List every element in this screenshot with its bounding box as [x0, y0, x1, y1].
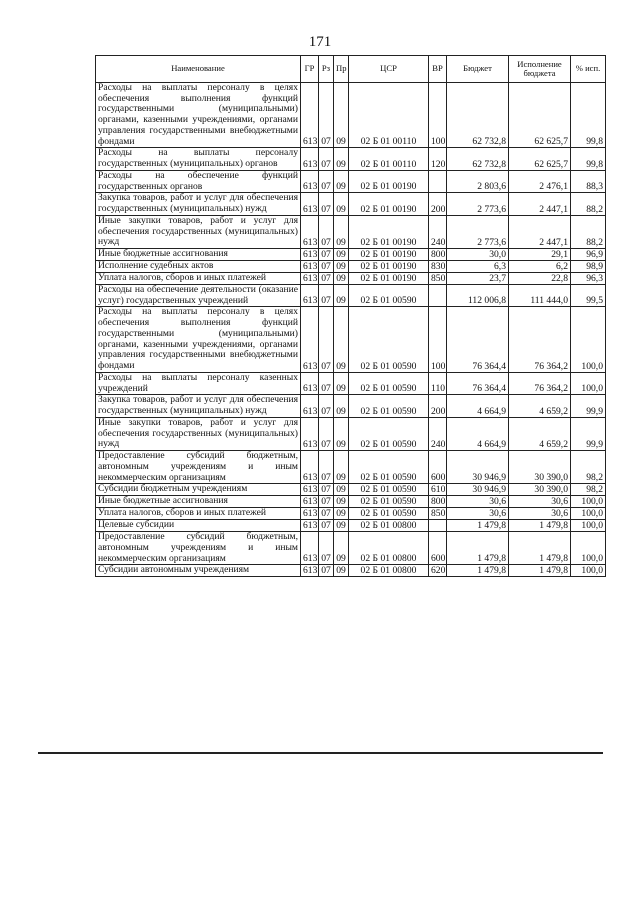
row-execution-cell: 1 479,8	[509, 532, 571, 565]
row-budget-cell: 76 364,4	[447, 307, 509, 372]
row-vr-cell: 110	[429, 372, 447, 394]
row-execution-cell: 62 625,7	[509, 148, 571, 170]
row-percent-cell: 96,3	[571, 273, 606, 285]
row-vr-cell: 200	[429, 193, 447, 215]
row-budget-cell: 30 946,9	[447, 484, 509, 496]
row-name-cell: Иные бюджетные ассигнования	[96, 496, 301, 508]
row-vr-cell: 600	[429, 451, 447, 484]
row-execution-cell: 2 447,1	[509, 215, 571, 248]
header-name: Наименование	[96, 56, 301, 83]
header-pr: Пр	[334, 56, 349, 83]
row-percent-cell: 100,0	[571, 565, 606, 577]
row-execution-cell: 76 364,2	[509, 372, 571, 394]
row-pr-cell: 09	[334, 193, 349, 215]
row-pr-cell: 09	[334, 273, 349, 285]
row-gr-cell: 613	[301, 508, 319, 520]
row-name-cell: Исполнение судебных актов	[96, 261, 301, 273]
row-gr-cell: 613	[301, 261, 319, 273]
row-execution-cell: 2 476,1	[509, 170, 571, 192]
row-gr-cell: 613	[301, 215, 319, 248]
row-execution-cell: 62 625,7	[509, 83, 571, 148]
row-rz-cell: 07	[319, 273, 334, 285]
row-percent-cell: 99,8	[571, 148, 606, 170]
row-vr-cell: 800	[429, 496, 447, 508]
row-execution-cell: 111 444,0	[509, 285, 571, 307]
row-execution-cell: 4 659,2	[509, 395, 571, 417]
row-rz-cell: 07	[319, 508, 334, 520]
row-percent-cell: 100,0	[571, 532, 606, 565]
row-percent-cell: 100,0	[571, 508, 606, 520]
row-execution-cell: 22,8	[509, 273, 571, 285]
table-row	[96, 565, 606, 577]
row-vr-cell: 200	[429, 395, 447, 417]
row-pr-cell: 09	[334, 215, 349, 248]
row-percent-cell: 88,2	[571, 193, 606, 215]
row-budget-cell: 6,3	[447, 261, 509, 273]
row-vr-cell: 800	[429, 249, 447, 261]
row-gr-cell: 613	[301, 484, 319, 496]
row-name-cell: Иные бюджетные ассигнования	[96, 249, 301, 261]
row-rz-cell: 07	[319, 451, 334, 484]
row-percent-cell: 88,3	[571, 170, 606, 192]
row-execution-cell: 30 390,0	[509, 484, 571, 496]
table-row	[96, 496, 606, 508]
row-vr-cell	[429, 170, 447, 192]
row-rz-cell: 07	[319, 496, 334, 508]
row-gr-cell: 613	[301, 170, 319, 192]
row-vr-cell: 120	[429, 148, 447, 170]
row-pr-cell: 09	[334, 395, 349, 417]
row-csr-cell: 02 Б 01 00110	[349, 148, 429, 170]
row-csr-cell: 02 Б 01 00590	[349, 417, 429, 450]
row-budget-cell: 1 479,8	[447, 565, 509, 577]
row-gr-cell: 613	[301, 249, 319, 261]
row-name-cell: Предоставление субсидий бюджетным, автономным учреждениям и иным некоммерческим организациям	[96, 451, 301, 484]
row-name-cell: Расходы на выплаты персоналу казенных учреждений	[96, 372, 301, 394]
row-csr-cell: 02 Б 01 00190	[349, 170, 429, 192]
row-name-cell: Закупка товаров, работ и услуг для обеспечения государственных (муниципальных) нужд	[96, 193, 301, 215]
row-pr-cell: 09	[334, 170, 349, 192]
row-csr-cell: 02 Б 01 00590	[349, 372, 429, 394]
row-budget-cell: 2 803,6	[447, 170, 509, 192]
row-gr-cell: 613	[301, 193, 319, 215]
row-csr-cell: 02 Б 01 00590	[349, 451, 429, 484]
row-budget-cell: 62 732,8	[447, 148, 509, 170]
row-vr-cell: 620	[429, 565, 447, 577]
row-csr-cell: 02 Б 01 00190	[349, 193, 429, 215]
header-percent: % исп.	[571, 56, 606, 83]
table-row	[96, 372, 606, 394]
row-vr-cell: 240	[429, 417, 447, 450]
row-vr-cell: 600	[429, 532, 447, 565]
row-name-cell: Закупка товаров, работ и услуг для обеспечения государственных (муниципальных) нужд	[96, 395, 301, 417]
row-pr-cell: 09	[334, 148, 349, 170]
row-name-cell: Расходы на обеспечение функций государственных органов	[96, 170, 301, 192]
row-gr-cell: 613	[301, 565, 319, 577]
row-rz-cell: 07	[319, 520, 334, 532]
row-csr-cell: 02 Б 01 00190	[349, 215, 429, 248]
footer-divider	[38, 752, 603, 754]
row-vr-cell: 240	[429, 215, 447, 248]
table-row	[96, 520, 606, 532]
row-name-cell: Субсидии автономным учреждениям	[96, 565, 301, 577]
row-csr-cell: 02 Б 01 00800	[349, 520, 429, 532]
table-row	[96, 532, 606, 565]
row-gr-cell: 613	[301, 372, 319, 394]
row-csr-cell: 02 Б 01 00800	[349, 565, 429, 577]
row-percent-cell: 100,0	[571, 307, 606, 372]
row-execution-cell: 30,6	[509, 508, 571, 520]
table-row	[96, 193, 606, 215]
row-name-cell: Расходы на обеспечение деятельности (оказание услуг) государственных учреждений	[96, 285, 301, 307]
row-percent-cell: 98,9	[571, 261, 606, 273]
table-body	[96, 83, 606, 577]
row-vr-cell: 610	[429, 484, 447, 496]
row-csr-cell: 02 Б 01 00590	[349, 395, 429, 417]
row-pr-cell: 09	[334, 307, 349, 372]
row-budget-cell: 30,6	[447, 508, 509, 520]
row-csr-cell: 02 Б 01 00110	[349, 83, 429, 148]
row-name-cell: Предоставление субсидий бюджетным, автономным учреждениям и иным некоммерческим организациям	[96, 532, 301, 565]
row-execution-cell: 4 659,2	[509, 417, 571, 450]
row-vr-cell: 850	[429, 508, 447, 520]
header-execution: Исполнение бюджета	[509, 56, 571, 83]
row-percent-cell: 99,9	[571, 395, 606, 417]
row-rz-cell: 07	[319, 148, 334, 170]
row-budget-cell: 76 364,4	[447, 372, 509, 394]
row-gr-cell: 613	[301, 83, 319, 148]
row-rz-cell: 07	[319, 395, 334, 417]
row-vr-cell	[429, 520, 447, 532]
table-row	[96, 508, 606, 520]
table-row	[96, 273, 606, 285]
row-rz-cell: 07	[319, 307, 334, 372]
row-csr-cell: 02 Б 01 00590	[349, 496, 429, 508]
row-gr-cell: 613	[301, 395, 319, 417]
row-vr-cell: 830	[429, 261, 447, 273]
row-percent-cell: 99,9	[571, 417, 606, 450]
row-rz-cell: 07	[319, 83, 334, 148]
row-rz-cell: 07	[319, 372, 334, 394]
row-gr-cell: 613	[301, 307, 319, 372]
row-execution-cell: 1 479,8	[509, 520, 571, 532]
row-name-cell: Уплата налогов, сборов и иных платежей	[96, 508, 301, 520]
row-rz-cell: 07	[319, 193, 334, 215]
row-budget-cell: 4 664,9	[447, 395, 509, 417]
row-pr-cell: 09	[334, 417, 349, 450]
row-pr-cell: 09	[334, 532, 349, 565]
row-vr-cell: 850	[429, 273, 447, 285]
row-csr-cell: 02 Б 01 00590	[349, 285, 429, 307]
row-gr-cell: 613	[301, 532, 319, 565]
row-pr-cell: 09	[334, 508, 349, 520]
table-row	[96, 395, 606, 417]
table-row	[96, 451, 606, 484]
table-row	[96, 249, 606, 261]
row-rz-cell: 07	[319, 215, 334, 248]
budget-table	[95, 55, 606, 577]
table-row	[96, 215, 606, 248]
row-rz-cell: 07	[319, 565, 334, 577]
row-gr-cell: 613	[301, 520, 319, 532]
row-csr-cell: 02 Б 01 00590	[349, 307, 429, 372]
table-row	[96, 83, 606, 148]
row-execution-cell: 76 364,2	[509, 307, 571, 372]
table-row	[96, 170, 606, 192]
row-csr-cell: 02 Б 01 00190	[349, 273, 429, 285]
row-vr-cell	[429, 285, 447, 307]
row-percent-cell: 88,2	[571, 215, 606, 248]
row-csr-cell: 02 Б 01 00800	[349, 532, 429, 565]
table-row	[96, 285, 606, 307]
row-rz-cell: 07	[319, 249, 334, 261]
row-csr-cell: 02 Б 01 00190	[349, 261, 429, 273]
row-pr-cell: 09	[334, 372, 349, 394]
row-execution-cell: 6,2	[509, 261, 571, 273]
row-budget-cell: 30,6	[447, 496, 509, 508]
header-rz: Рз	[319, 56, 334, 83]
row-budget-cell: 2 773,6	[447, 215, 509, 248]
row-budget-cell: 30,0	[447, 249, 509, 261]
row-budget-cell: 112 006,8	[447, 285, 509, 307]
table-row	[96, 261, 606, 273]
row-pr-cell: 09	[334, 496, 349, 508]
row-gr-cell: 613	[301, 273, 319, 285]
row-name-cell: Расходы на выплаты персоналу в целях обеспечения выполнения функций государственными (муниципальными) органами, казенными учреждениями, органами управления государственными внебюджетными фондами	[96, 83, 301, 148]
row-budget-cell: 1 479,8	[447, 520, 509, 532]
row-rz-cell: 07	[319, 285, 334, 307]
row-budget-cell: 1 479,8	[447, 532, 509, 565]
row-vr-cell: 100	[429, 83, 447, 148]
row-rz-cell: 07	[319, 261, 334, 273]
row-budget-cell: 4 664,9	[447, 417, 509, 450]
row-execution-cell: 29,1	[509, 249, 571, 261]
row-name-cell: Расходы на выплаты персоналу в целях обеспечения выполнения функций государственными (муниципальными) органами, казенными учреждениями, органами управления государственными внебюджетными фондами	[96, 307, 301, 372]
row-rz-cell: 07	[319, 417, 334, 450]
row-pr-cell: 09	[334, 451, 349, 484]
row-execution-cell: 30,6	[509, 496, 571, 508]
table-row	[96, 484, 606, 496]
row-csr-cell: 02 Б 01 00190	[349, 249, 429, 261]
row-name-cell: Иные закупки товаров, работ и услуг для обеспечения государственных (муниципальных) нужд	[96, 215, 301, 248]
row-name-cell: Субсидии бюджетным учреждениям	[96, 484, 301, 496]
page-number: 171	[308, 34, 332, 50]
row-rz-cell: 07	[319, 484, 334, 496]
row-pr-cell: 09	[334, 83, 349, 148]
row-vr-cell: 100	[429, 307, 447, 372]
row-percent-cell: 98,2	[571, 451, 606, 484]
row-pr-cell: 09	[334, 484, 349, 496]
table-header-row	[96, 56, 606, 83]
row-csr-cell: 02 Б 01 00590	[349, 508, 429, 520]
table-row	[96, 148, 606, 170]
row-budget-cell: 30 946,9	[447, 451, 509, 484]
row-budget-cell: 23,7	[447, 273, 509, 285]
table-row	[96, 307, 606, 372]
row-percent-cell: 96,9	[571, 249, 606, 261]
row-gr-cell: 613	[301, 496, 319, 508]
row-gr-cell: 613	[301, 417, 319, 450]
row-rz-cell: 07	[319, 532, 334, 565]
row-percent-cell: 99,5	[571, 285, 606, 307]
row-name-cell: Целевые субсидии	[96, 520, 301, 532]
row-gr-cell: 613	[301, 451, 319, 484]
row-pr-cell: 09	[334, 261, 349, 273]
row-execution-cell: 30 390,0	[509, 451, 571, 484]
row-gr-cell: 613	[301, 148, 319, 170]
row-pr-cell: 09	[334, 565, 349, 577]
row-percent-cell: 99,8	[571, 83, 606, 148]
row-name-cell: Расходы на выплаты персоналу государственных (муниципальных) органов	[96, 148, 301, 170]
header-budget: Бюджет	[447, 56, 509, 83]
header-csr: ЦСР	[349, 56, 429, 83]
header-vr: ВР	[429, 56, 447, 83]
row-execution-cell: 2 447,1	[509, 193, 571, 215]
row-percent-cell: 100,0	[571, 372, 606, 394]
row-pr-cell: 09	[334, 520, 349, 532]
row-pr-cell: 09	[334, 249, 349, 261]
row-percent-cell: 98,2	[571, 484, 606, 496]
row-gr-cell: 613	[301, 285, 319, 307]
table-row	[96, 417, 606, 450]
row-budget-cell: 62 732,8	[447, 83, 509, 148]
row-rz-cell: 07	[319, 170, 334, 192]
row-budget-cell: 2 773,6	[447, 193, 509, 215]
row-execution-cell: 1 479,8	[509, 565, 571, 577]
row-percent-cell: 100,0	[571, 520, 606, 532]
row-name-cell: Иные закупки товаров, работ и услуг для обеспечения государственных (муниципальных) нужд	[96, 417, 301, 450]
row-percent-cell: 100,0	[571, 496, 606, 508]
row-name-cell: Уплата налогов, сборов и иных платежей	[96, 273, 301, 285]
row-pr-cell: 09	[334, 285, 349, 307]
header-gr: ГР	[301, 56, 319, 83]
row-csr-cell: 02 Б 01 00590	[349, 484, 429, 496]
